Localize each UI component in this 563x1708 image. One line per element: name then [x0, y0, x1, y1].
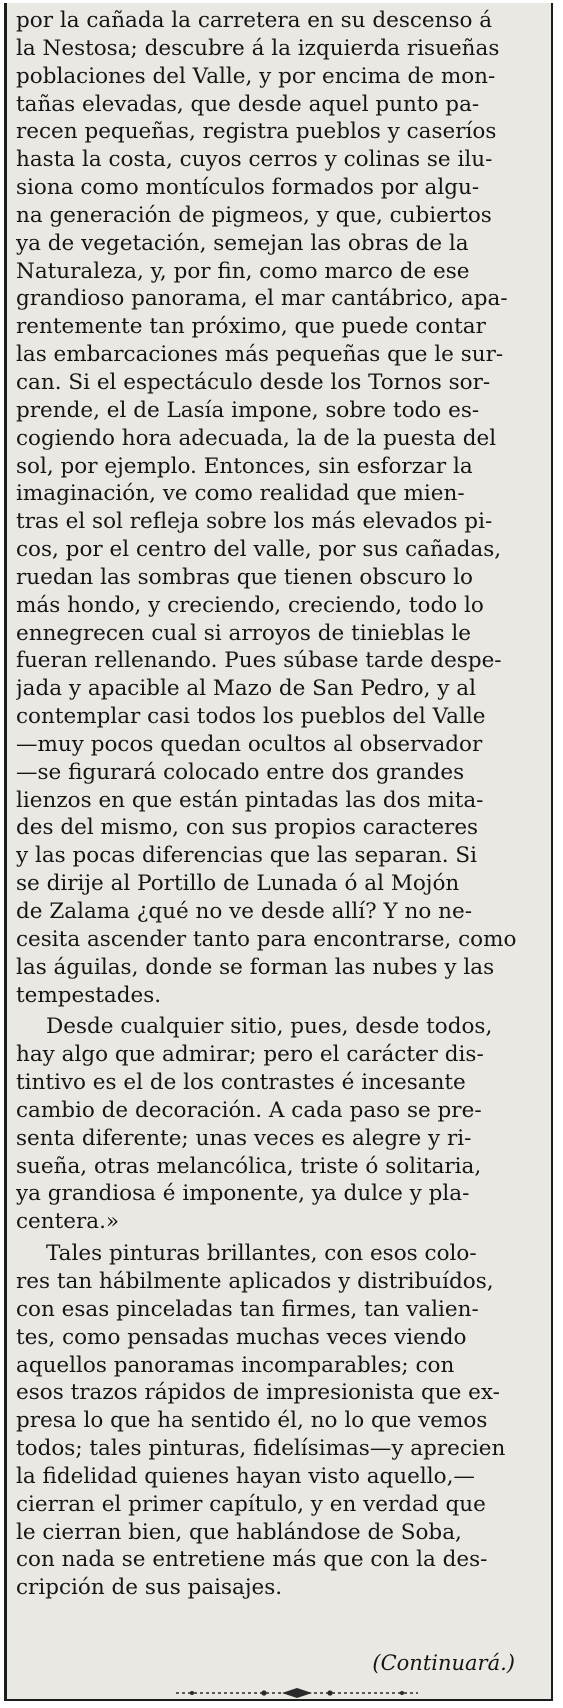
- text-line: prende, el de Lasía impone, sobre todo es-: [16, 397, 480, 423]
- text-line: na generación de pigmeos, y que, cubiertos: [16, 202, 492, 228]
- text-line: con esas pinceladas tan firmes, tan valien-: [16, 1296, 479, 1322]
- text-line: recen pequeñas, registra pueblos y caseríos: [16, 119, 497, 145]
- text-line: presa lo que ha sentido él, no lo que vemos: [16, 1408, 488, 1434]
- text-line: —muy pocos quedan ocultos al observador: [16, 731, 483, 757]
- text-line: cripción de sus paisajes.: [16, 1575, 283, 1601]
- text-line: tintivo es el de los contrastes é incesante: [16, 1070, 466, 1096]
- text-line: res tan hábilmente aplicados y distribuídos,: [16, 1268, 494, 1294]
- text-line: grandioso panorama, el mar cantábrico, apa-: [16, 286, 508, 312]
- text-line: poblaciones del Valle, y por encima de mon-: [16, 63, 496, 89]
- text-line: ruedan las sombras que tienen obscuro lo: [16, 564, 473, 590]
- text-line: tes, como pensadas muchas veces viendo: [16, 1324, 467, 1350]
- text-line: esos trazos rápidos de impresionista que ex-: [16, 1380, 500, 1406]
- text-line: —se figurará colocado entre dos grandes: [16, 759, 465, 785]
- text-line: fueran rellenando. Pues súbase tarde despe-: [16, 648, 502, 674]
- text-line: cos, por el centro del valle, por sus cañadas,: [16, 537, 502, 563]
- text-line: Desde cualquier sitio, pues, desde todos,: [46, 1014, 493, 1040]
- text-line: las embarcaciones más pequeñas que le sur-: [16, 342, 504, 368]
- text-line: imaginación, ve como realidad que mien-: [16, 481, 465, 507]
- text-line: con nada se entretiene más que con la des-: [16, 1547, 488, 1573]
- article-body: [16, 7, 546, 1602]
- text-line: hay algo que admirar; pero el carácter dis-: [16, 1042, 484, 1068]
- text-line: la Nestosa; descubre á la izquierda risueñas: [16, 35, 500, 61]
- text-line: por la cañada la carretera en su descenso á: [16, 8, 493, 33]
- text-line: jada y apacible al Mazo de San Pedro, y al: [16, 676, 476, 702]
- text-line: tempestades.: [16, 982, 162, 1008]
- text-line: tras el sol refleja sobre los más elevados pi-: [16, 509, 493, 535]
- newspaper-column: [4, 3, 553, 1701]
- text-line: centera.»: [16, 1209, 120, 1235]
- text-line: ya grandiosa é imponente, ya dulce y pla-: [16, 1181, 470, 1207]
- text-line: cierran el primer capítulo, y en verdad que: [16, 1491, 486, 1517]
- paragraph: [16, 1240, 546, 1602]
- text-line: más hondo, y creciendo, creciendo, todo lo: [16, 592, 484, 618]
- text-line: tañas elevadas, que desde aquel punto pa-: [16, 91, 480, 117]
- text-line: cogiendo hora adecuada, la de la puesta del: [16, 425, 497, 451]
- text-line: aquellos panoramas incomparables; con: [16, 1352, 455, 1378]
- text-line: senta diferente; unas veces es alegre y ri-: [16, 1125, 472, 1151]
- text-line: Tales pinturas brillantes, con esos colo-: [46, 1241, 477, 1267]
- text-line: ya de vegetación, semejan las obras de la: [16, 230, 469, 256]
- text-line: las águilas, donde se forman las nubes y las: [16, 954, 495, 980]
- text-line: hasta la costa, cuyos cerros y colinas se ilu-: [16, 147, 493, 173]
- text-line: se dirije al Portillo de Lunada ó al Mojón: [16, 871, 460, 897]
- text-line: lienzos en que están pintadas las dos mita-: [16, 787, 484, 813]
- text-line: la fidelidad quienes hayan visto aquello,—: [16, 1463, 475, 1489]
- paragraph: [16, 1013, 546, 1236]
- text-line: todos; tales pinturas, fidelísimas—y aprecien: [16, 1436, 506, 1462]
- text-line: cesita ascender tanto para encontrarse, como: [16, 926, 517, 952]
- text-line: rentemente tan próximo, que puede contar: [16, 314, 486, 340]
- text-line: Naturaleza, y, por fin, como marco de ese: [16, 258, 470, 284]
- text-line: le cierran bien, que hablándose de Soba,: [16, 1519, 462, 1545]
- text-line: y las pocas diferencias que las separan. Si: [16, 843, 478, 869]
- text-line: des del mismo, con sus propios caracteres: [16, 815, 479, 841]
- text-line: sol, por ejemplo. Entonces, sin esforzar la: [16, 453, 473, 479]
- text-line: siona como montículos formados por algu-: [16, 175, 480, 201]
- continued-note: (Continuará.): [372, 1651, 515, 1675]
- paragraph: [16, 7, 546, 1009]
- text-line: sueña, otras melancólica, triste ó solitaria,: [16, 1153, 482, 1179]
- text-line: contemplar casi todos los pueblos del Valle: [16, 704, 486, 730]
- ornamental-rule: [172, 1687, 422, 1699]
- text-line: de Zalama ¿qué no ve desde allí? Y no ne-: [16, 899, 472, 924]
- text-line: cambio de decoración. A cada paso se pre-: [16, 1097, 482, 1123]
- text-line: can. Si el espectáculo desde los Tornos sor-: [16, 369, 491, 395]
- text-line: ennegrecen cual si arroyos de tinieblas le: [16, 620, 471, 646]
